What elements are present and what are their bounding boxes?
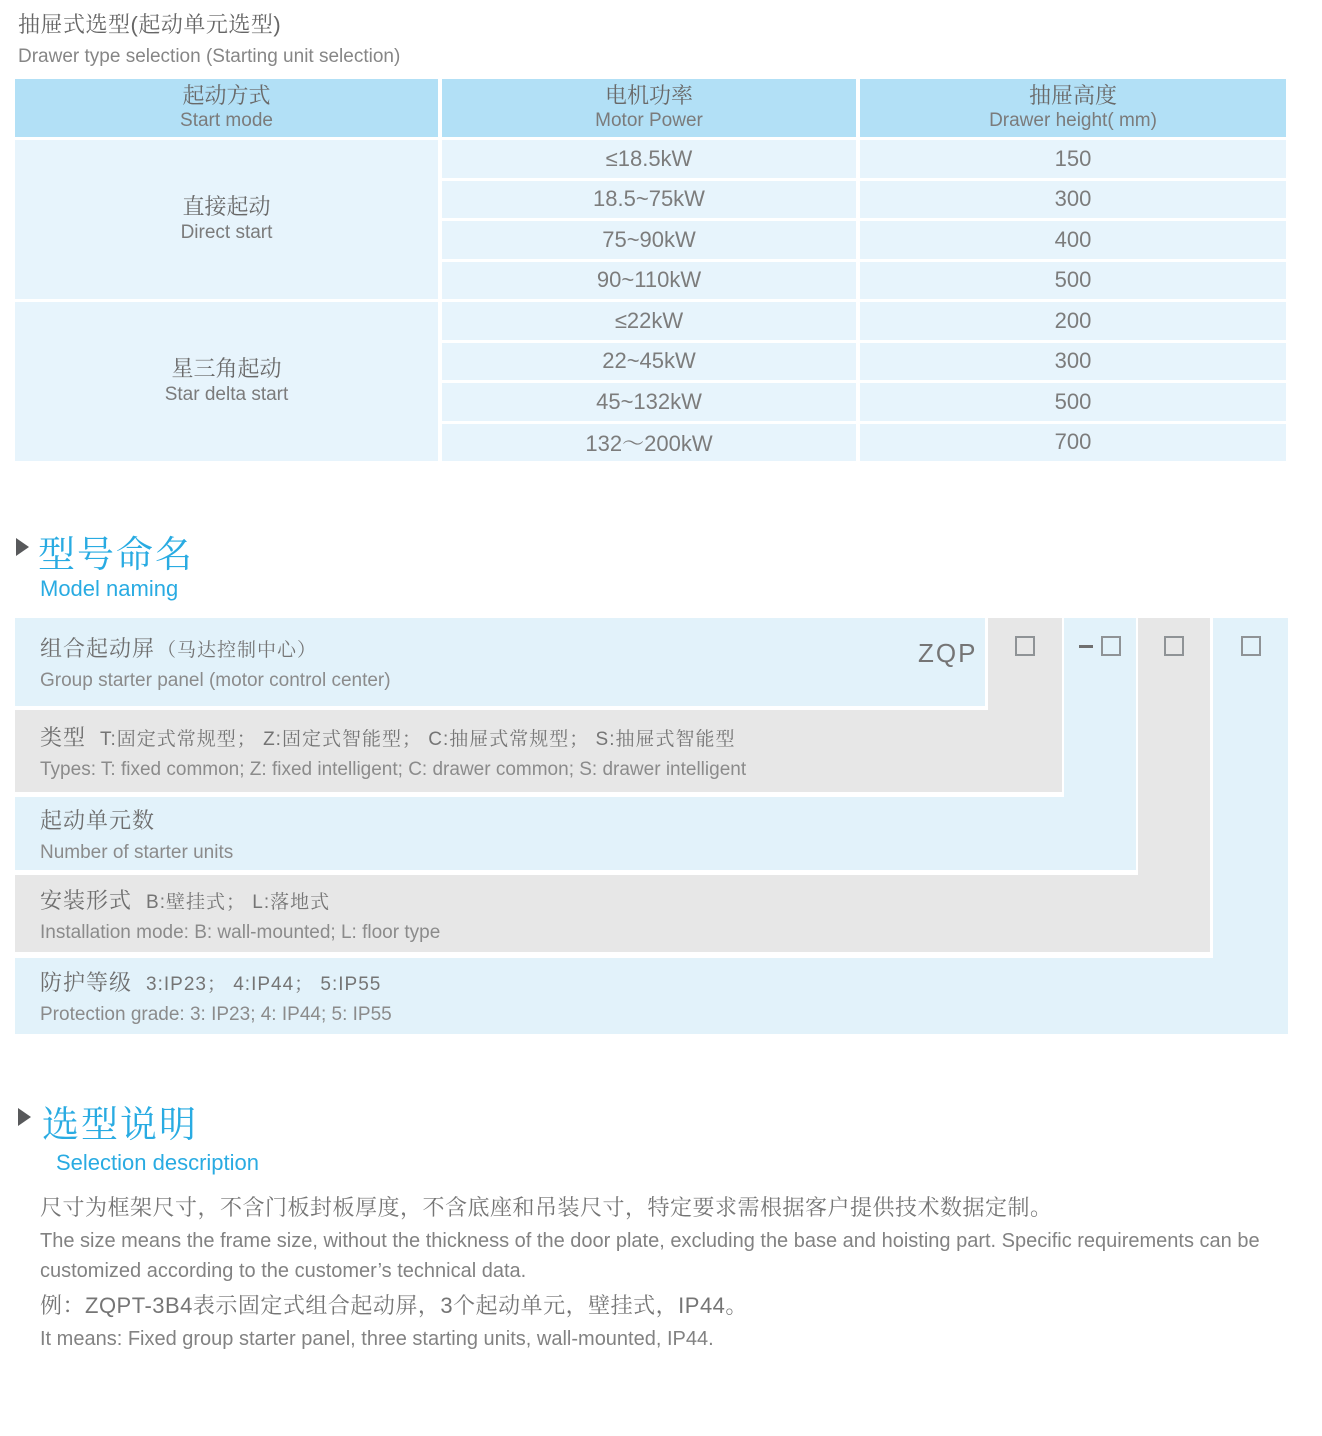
diagram-row-type-text bbox=[40, 710, 746, 792]
table-cell-power bbox=[442, 302, 856, 340]
table-cell-power bbox=[442, 343, 856, 381]
model-code-prefix: ZQP bbox=[918, 638, 978, 668]
header-motor-power-en: Motor Power bbox=[595, 110, 703, 132]
selection-description-heading-cn: 选型说明 bbox=[42, 1104, 198, 1145]
row-cn-detail: T:固定式常规型； Z:固定式智能型； C:抽屉式常规型； S:抽屉式智能型 bbox=[100, 729, 736, 750]
table-cell-height bbox=[860, 221, 1286, 259]
height-value: 150 bbox=[1054, 145, 1092, 171]
header-start-mode-cn: 起动方式 bbox=[182, 82, 271, 108]
description-en: The size means the frame size, without the thickness of the door plate, excluding the base and hoisting part. Specific requirements can be customized according to the customer’s technical data. bbox=[40, 1229, 1260, 1282]
table-cell-power bbox=[442, 424, 856, 462]
header-drawer-height-cn: 抽屉高度 bbox=[1028, 82, 1117, 108]
row-en-text: Number of starter units bbox=[40, 841, 234, 863]
document-title bbox=[18, 8, 400, 68]
table-header-start-mode bbox=[15, 79, 438, 137]
table-cell-height bbox=[860, 262, 1286, 300]
row-cn-label: 类型 bbox=[40, 725, 87, 750]
selection-description-heading-en: Selection description bbox=[56, 1150, 260, 1175]
model-naming-heading-en: Model naming bbox=[40, 576, 179, 601]
table-cell-power bbox=[442, 262, 856, 300]
diagram-row-group-starter-text bbox=[40, 618, 391, 706]
row-cn-label: 起动单元数 bbox=[40, 807, 156, 833]
table-header-drawer-height bbox=[860, 79, 1286, 137]
power-value: 90~110kW bbox=[596, 267, 702, 293]
row-en-text: Group starter panel (motor control center) bbox=[40, 670, 391, 691]
row-cn-detail: 3:IP23； 4:IP44； 5:IP55 bbox=[146, 974, 382, 995]
start-mode-star-delta-cn: 星三角起动 bbox=[171, 356, 282, 382]
header-drawer-height-en: Drawer height( mm) bbox=[989, 110, 1157, 132]
code-box-starter-units-icon bbox=[1101, 636, 1121, 656]
code-separator-dash-icon bbox=[1079, 645, 1093, 648]
height-value: 500 bbox=[1054, 267, 1092, 293]
description-cn: 尺寸为框架尺寸，不含门板封板厚度，不含底座和吊装尺寸，特定要求需根据客户提供技术数据定制。 bbox=[40, 1195, 1053, 1220]
table-cell-height bbox=[860, 424, 1286, 462]
table-cell-start-mode-direct bbox=[15, 140, 438, 299]
start-mode-star-delta-en: Star delta start bbox=[164, 383, 289, 405]
diagram-row-protection-text bbox=[40, 958, 392, 1034]
table-cell-height bbox=[860, 302, 1286, 340]
code-box-type-icon bbox=[1015, 636, 1035, 656]
model-naming-heading-cn: 型号命名 bbox=[38, 534, 194, 575]
row-cn-detail: （马达控制中心） bbox=[157, 640, 318, 661]
table-cell-power bbox=[442, 140, 856, 178]
table-cell-height bbox=[860, 140, 1286, 178]
power-value: ≤18.5kW bbox=[605, 145, 693, 171]
power-value: 18.5~75kW bbox=[593, 186, 705, 212]
document-title-cn: 抽屉式选型(起动单元选型) bbox=[18, 12, 282, 37]
row-cn-detail: B:壁挂式； L:落地式 bbox=[146, 891, 331, 913]
table-cell-start-mode-star-delta bbox=[15, 302, 438, 461]
document-title-en: Drawer type selection (Starting unit selection) bbox=[18, 46, 401, 67]
section-arrow-icon bbox=[18, 1108, 31, 1126]
header-motor-power-cn: 电机功率 bbox=[604, 82, 693, 108]
row-en-text: Protection grade: 3: IP23; 4: IP44; 5: IP55 bbox=[40, 1004, 392, 1025]
code-box-installation-icon bbox=[1164, 636, 1184, 656]
example-en: It means: Fixed group starter panel, three starting units, wall-mounted, IP44. bbox=[40, 1327, 714, 1350]
row-en-text: Types: T: fixed common; Z: fixed intelligent; C: drawer common; S: drawer intelligent bbox=[40, 759, 747, 780]
row-cn-label: 防护等级 bbox=[40, 970, 133, 995]
height-value: 700 bbox=[1054, 429, 1092, 455]
table-cell-power bbox=[442, 221, 856, 259]
power-value: 22~45kW bbox=[602, 348, 696, 374]
diagram-row-installation-text bbox=[40, 875, 440, 952]
selection-description-body bbox=[40, 1192, 1292, 1354]
power-value: 75~90kW bbox=[602, 226, 696, 252]
power-value: 132～200kW bbox=[585, 430, 713, 456]
diagram-row-starter-units-text bbox=[40, 797, 233, 870]
model-naming-diagram bbox=[15, 618, 1288, 1035]
power-value: ≤22kW bbox=[614, 307, 684, 333]
row-en-text: Installation mode: B: wall-mounted; L: floor type bbox=[40, 921, 441, 943]
height-value: 200 bbox=[1054, 307, 1092, 333]
table-cell-height bbox=[860, 181, 1286, 219]
row-cn-label: 组合起动屏 bbox=[40, 636, 156, 661]
height-value: 300 bbox=[1054, 348, 1092, 374]
example-cn: 例：ZQPT-3B4表示固定式组合起动屏，3个起动单元，壁挂式，IP44。 bbox=[40, 1292, 748, 1318]
code-box-protection-icon bbox=[1241, 636, 1261, 656]
start-mode-direct-en: Direct start bbox=[180, 221, 273, 243]
table-cell-height bbox=[860, 343, 1286, 381]
table-cell-height bbox=[860, 383, 1286, 421]
height-value: 500 bbox=[1054, 388, 1092, 414]
row-cn-label: 安装形式 bbox=[40, 887, 133, 913]
table-cell-power bbox=[442, 383, 856, 421]
header-start-mode-en: Start mode bbox=[180, 110, 273, 132]
height-value: 400 bbox=[1054, 226, 1092, 252]
height-value: 300 bbox=[1054, 186, 1092, 212]
table-header-motor-power bbox=[442, 79, 856, 137]
section-arrow-icon bbox=[16, 538, 29, 556]
table-cell-power bbox=[442, 181, 856, 219]
start-mode-direct-cn: 直接起动 bbox=[182, 194, 271, 220]
power-value: 45~132kW bbox=[596, 388, 702, 414]
drawer-selection-table bbox=[15, 79, 1286, 461]
